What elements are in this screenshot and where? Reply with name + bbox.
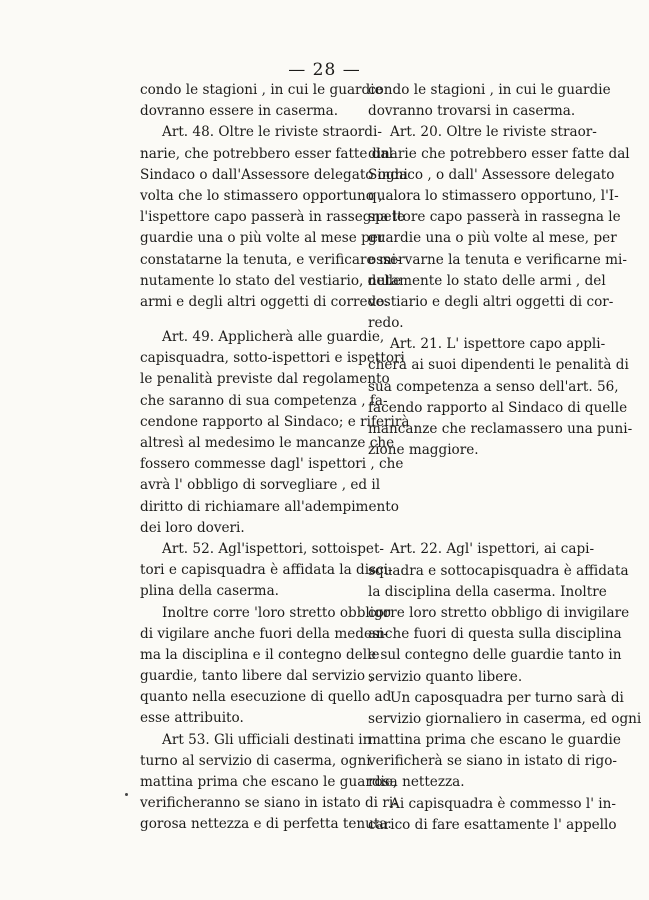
text-line: osservarne la tenuta e verificarne mi- [368, 251, 627, 268]
article-48-heading: Art. 48. Oltre le riviste straordi- [162, 124, 382, 141]
text-line: constatarne la tenuta, e verificare mi- [140, 251, 401, 268]
text-line: condo le stagioni , in cui le guardie [140, 82, 383, 98]
text-line: corre loro stretto obbligo di invigilare [368, 604, 630, 621]
text-line: Inoltre corre 'loro stretto obbligo [162, 604, 391, 621]
article-49-heading: Art. 49. Applicherà alle guardie, [162, 329, 385, 346]
text-line: le penalità previste dal regolamento [140, 371, 390, 388]
section-gap [368, 461, 590, 539]
text-line: narie, che potrebbero esser fatte dal [140, 145, 393, 162]
text-line: tori e capisquadra è affidata la disci- [140, 562, 393, 579]
text-line: guardie, tanto libere dal servizio , [140, 668, 374, 685]
text-line: Sindaco o dall'Assessore delegato ogni [140, 166, 408, 183]
text-line: la disciplina della caserma. Inoltre [368, 583, 607, 600]
text-line: servizio giornaliero in caserma, ed ogni [368, 710, 642, 727]
text-line: servizio quanto libere. [368, 668, 523, 685]
text-line: carico di fare esattamente l' appello [368, 816, 617, 833]
text-line: avrà l' obbligo di sorvegliare , ed il [140, 477, 381, 494]
text-line: nutamente lo stato delle armi , del [368, 272, 606, 289]
text-line: Sindaco , o dall' Assessore delegato [368, 166, 615, 183]
left-column [140, 80, 410, 836]
text-line: redo. [368, 315, 404, 332]
text-line: sua competenza a senso dell'art. 56, [368, 378, 619, 395]
text-line: l'ispettore capo passerà in rassegna le [140, 209, 406, 226]
article-53-heading: Art 53. Gli ufficiali destinati in [162, 731, 372, 748]
text-line: Ai capisquadra è commesso l' in- [390, 795, 616, 812]
text-line: capisquadra, sotto-ispettori e ispettori [140, 350, 405, 367]
text-line: dovranno essere in caserma. [140, 103, 339, 120]
text-line: e sul contegno delle guardie tanto in [368, 647, 622, 664]
text-line: facendo rapporto al Sindaco di quelle [368, 399, 628, 416]
text-line: guardie una o più volte al mese per [140, 230, 385, 247]
text-line: gorosa nettezza e di perfetta tenuta. [140, 816, 392, 833]
text-line: anche fuori di questa sulla disciplina [368, 626, 622, 643]
text-line: condo le stagioni , in cui le guardie [368, 82, 611, 98]
text-line: armi e degli altri oggetti di corredo. [140, 293, 389, 310]
right-column [368, 80, 642, 836]
text-line: diritto di richiamare all'adempimento [140, 498, 399, 515]
article-52-heading: Art. 52. Agl'ispettori, sottoispet- [162, 540, 385, 557]
text-line: verificheranno se siano in istato di ri- [140, 795, 398, 812]
text-line: zione maggiore. [368, 442, 479, 459]
text-line: mattina prima che escano le guardie [368, 732, 621, 749]
article-21-heading: Art. 21. L' ispettore capo appli- [390, 336, 606, 353]
text-line: dei loro doveri. [140, 519, 245, 536]
text-line: guardie una o più volte al mese, per [368, 230, 617, 247]
text-line: nutamente lo stato del vestiario, delle [140, 272, 402, 289]
text-line: fossero commesse dagl' ispettori , che [140, 456, 404, 473]
text-line: cherà ai suoi dipendenti le penalità di [368, 357, 629, 374]
text-line: squadra e sottocapisquadra è affidata [368, 562, 629, 579]
text-line: volta che lo stimassero opportuno , [140, 187, 383, 204]
text-line: Un caposquadra per turno sarà di [390, 689, 624, 706]
ink-speck [125, 793, 128, 796]
text-line: vestiario e degli altri oggetti di cor- [368, 293, 614, 310]
text-line: spettore capo passerà in rassegna le [368, 209, 621, 226]
text-line: qualora lo stimassero opportuno, l'I- [368, 187, 619, 204]
text-line: dinarie che potrebbero esser fatte dal [368, 145, 630, 162]
text-line: verificherà se siano in istato di rigo- [368, 753, 617, 770]
text-line: quanto nella esecuzione di quello ad [140, 689, 392, 706]
text-line: che saranno di sua competenza , fa- [140, 392, 388, 409]
text-line: cendone rapporto al Sindaco; e riferirà [140, 413, 410, 430]
text-line: mancanze che reclamassero una puni- [368, 421, 633, 437]
text-line: mattina prima che escano le guardie, [140, 774, 398, 790]
page-number: — 28 — [288, 60, 361, 80]
text-line: altresì al medesimo le mancanze che [140, 435, 395, 451]
text-line: plina della caserma. [140, 583, 279, 600]
text-line: esse attribuito. [140, 710, 244, 727]
text-line: rosa nettezza. [368, 774, 465, 791]
article-22-heading: Art. 22. Agl' ispettori, ai capi- [390, 541, 595, 558]
paragraph-gap [140, 313, 362, 327]
text-line: ma la disciplina e il contegno delle [140, 646, 380, 663]
article-20-heading: Art. 20. Oltre le riviste straor- [390, 124, 597, 141]
text-line: dovranno trovarsi in caserma. [368, 103, 576, 120]
text-line: turno al servizio di caserma, ogni [140, 752, 371, 769]
text-line: di vigilare anche fuori della medesi- [140, 625, 388, 642]
